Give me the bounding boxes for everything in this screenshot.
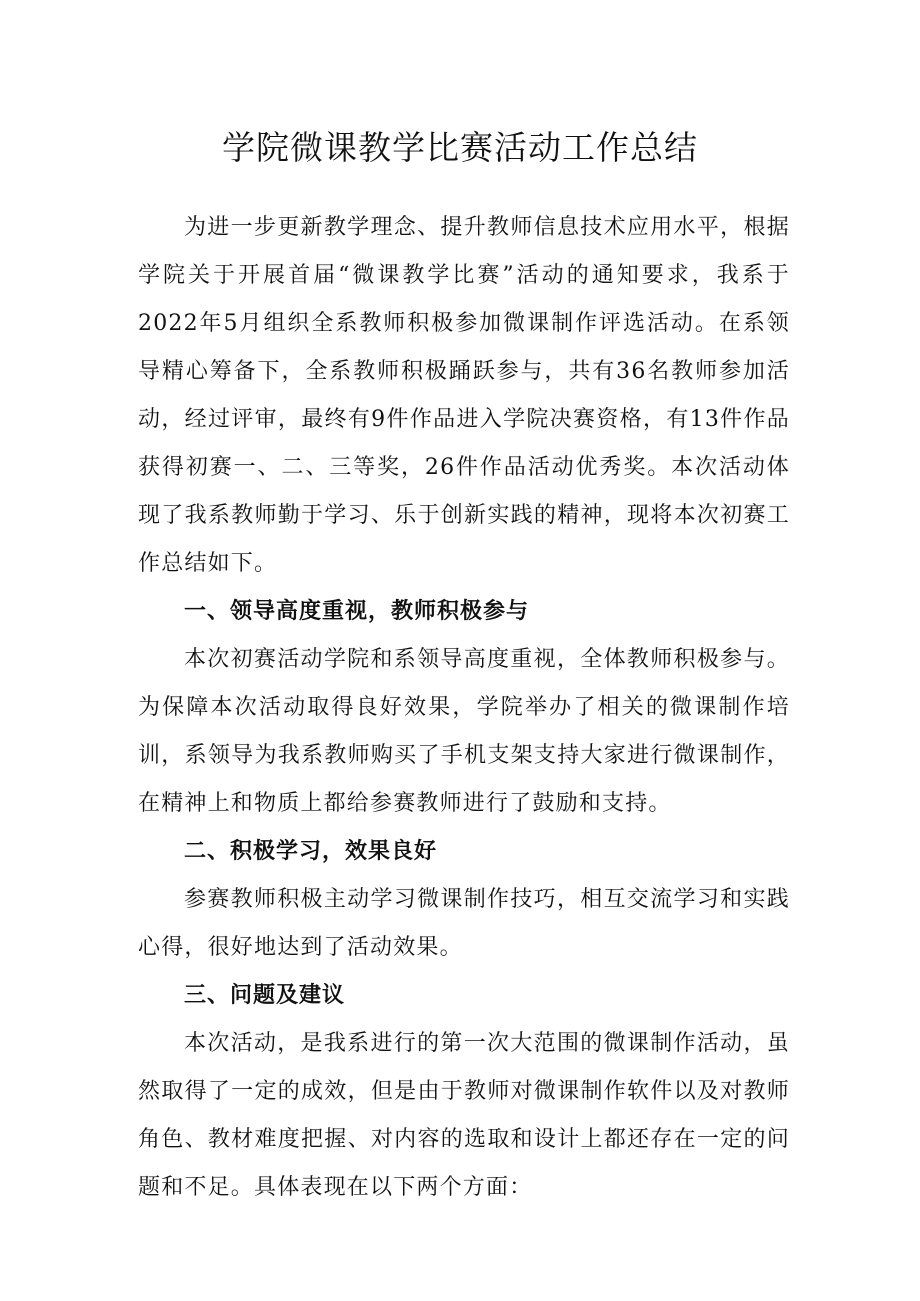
- section-body-1: 本次初赛活动学院和系领导高度重视，全体教师积极参与。为保障本次活动取得良好效果，学院举办了相关的微课制作培训，系领导为我系教师购买了手机支架支持大家进行微课制作，在精神上和物质上都给参赛教师进行了鼓励和支持。: [138, 647, 790, 816]
- section-heading-1: 一、领导高度重视，教师积极参与: [184, 599, 530, 624]
- section-body-2: 参赛教师积极主动学习微课制作技巧，相互交流学习和实践心得，很好地达到了活动效果。: [138, 887, 790, 960]
- section-heading-2: 二、积极学习，效果良好: [184, 839, 438, 864]
- section-body-3: 本次活动，是我系进行的第一次大范围的微课制作活动，虽然取得了一定的成效，但是由于教师对微课制作软件以及对教师角色、教材难度把握、对内容的选取和设计上都还存在一定的问题和不足。具体表现在以下两个方面：: [138, 1031, 790, 1200]
- section-heading-3: 三、问题及建议: [184, 983, 346, 1008]
- document-title: 学院微课教学比赛活动工作总结: [222, 128, 698, 167]
- document-body: [138, 204, 790, 1212]
- intro-paragraph: 为进一步更新教学理念、提升教师信息技术应用水平，根据学院关于开展首届“微课教学比赛”活动的通知要求，我系于2022年5月组织全系教师积极参加微课制作评选活动。在系领导精心筹备下，全系教师积极踊跃参与，共有36名教师参加活动，经过评审，最终有9件作品进入学院决赛资格，有13件作品获得初赛一、二、三等奖，26件作品活动优秀奖。本次活动体现了我系教师勤于学习、乐于创新实践的精神，现将本次初赛工作总结如下。: [138, 215, 790, 576]
